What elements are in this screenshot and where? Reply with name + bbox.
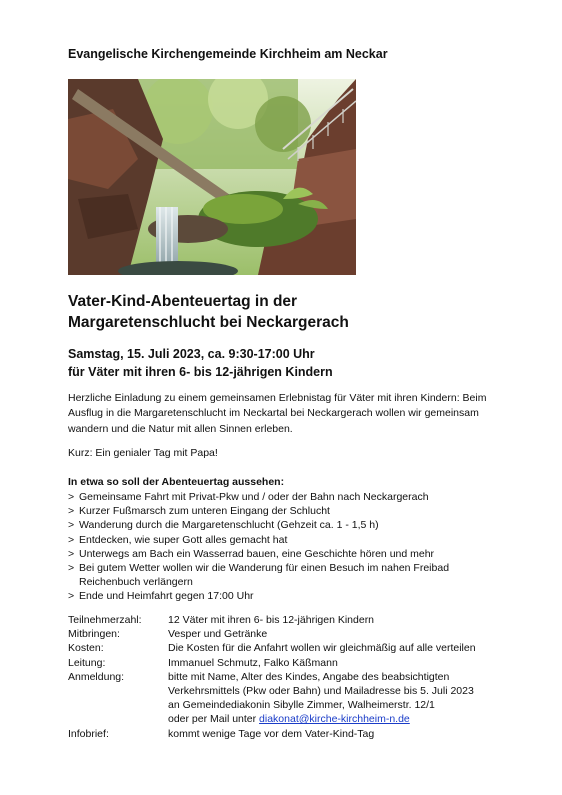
- list-marker: >: [68, 590, 75, 603]
- registration-line-2: Verkehrsmittels (Pkw oder Bahn) und Mailadresse bis 5. Juli 2023: [168, 685, 474, 698]
- list-item-text: Entdecken, wie super Gott alles gemacht hat: [79, 533, 288, 546]
- gorge-waterfall-photo: [68, 79, 356, 275]
- event-title: [68, 291, 349, 333]
- list-item: [68, 589, 498, 603]
- registration-line-4: [168, 712, 508, 726]
- detail-value: 12 Väter mit ihren 6- bis 12-jährigen Kindern: [168, 614, 375, 626]
- detail-value: [168, 670, 508, 727]
- photo-illustration: [68, 79, 356, 275]
- event-date: [68, 345, 333, 381]
- list-item-text: Bei gutem Wetter wollen wir die Wanderung für einen Besuch im nahen Freibad Reichenbuch verlängern: [79, 562, 450, 589]
- registration-email-prefix: oder per Mail unter: [168, 713, 260, 726]
- list-item: [68, 518, 498, 532]
- detail-label: Teilnehmerzahl:: [68, 614, 142, 626]
- detail-value: Vesper und Getränke: [168, 628, 268, 641]
- list-item: [68, 490, 498, 504]
- list-marker: >: [68, 533, 75, 546]
- detail-label: Infobrief:: [68, 727, 109, 740]
- list-marker: >: [68, 519, 75, 532]
- email-link[interactable]: diakonat@kirche-kirchheim-n.de: [259, 713, 410, 726]
- registration-line-1: bitte mit Name, Alter des Kindes, Angabe des beabsichtigten: [168, 670, 450, 683]
- registration-line-3: an Gemeindediakonin Sibylle Zimmer, Walheimerstr. 12/1: [168, 699, 435, 712]
- list-marker: >: [68, 547, 75, 560]
- detail-value: kommt wenige Tage vor dem Vater-Kind-Tag: [168, 727, 375, 740]
- list-item: [68, 533, 498, 547]
- event-title-line-2: Margaretenschlucht bei Neckargerach: [68, 314, 349, 331]
- list-item: [68, 547, 498, 561]
- detail-label: Mitbringen:: [68, 628, 120, 641]
- list-item-text: Ende und Heimfahrt gegen 17:00 Uhr: [79, 590, 254, 603]
- event-title-line-1: Vater-Kind-Abenteuertag in der: [68, 293, 298, 310]
- plan-list: [68, 490, 498, 604]
- list-item-text: Gemeinsame Fahrt mit Privat-Pkw und / oder der Bahn nach Neckargerach: [79, 491, 429, 503]
- detail-value: Die Kosten für die Anfahrt wollen wir gleichmäßig auf alle verteilen: [168, 642, 476, 655]
- detail-row-bring: [68, 627, 508, 641]
- detail-row-costs: [68, 641, 508, 655]
- list-item-text: Wanderung durch die Margaretenschlucht (Gehzeit ca. 1 - 1,5 h): [79, 519, 379, 532]
- list-marker: >: [68, 491, 75, 503]
- detail-row-infoletter: [68, 727, 508, 741]
- detail-row-lead: [68, 656, 508, 670]
- detail-row-registration: [68, 670, 508, 727]
- detail-label: Leitung:: [68, 656, 106, 669]
- organization-name: Evangelische Kirchengemeinde Kirchheim am Neckar: [68, 47, 388, 61]
- short-summary: Kurz: Ein genialer Tag mit Papa!: [68, 447, 218, 459]
- intro-paragraph: Herzliche Einladung zu einem gemeinsamen Erlebnistag für Väter mit ihren Kindern: Beim Ausflug in die Margaretenschlucht im Neckartal bei Neckargerach wollen wir gemeinsam wandern und die Natur mit allen Sinnen erleben.: [68, 392, 487, 435]
- event-date-line-1: Samstag, 15. Juli 2023, ca. 9:30-17:00 Uhr: [68, 347, 315, 361]
- list-marker: >: [68, 505, 75, 518]
- list-item-text: Unterwegs am Bach ein Wasserrad bauen, eine Geschichte hören und mehr: [79, 547, 435, 560]
- list-marker: >: [68, 562, 75, 575]
- detail-label: Anmeldung:: [68, 670, 125, 683]
- detail-row-participants: [68, 613, 508, 627]
- detail-label: Kosten:: [68, 642, 104, 655]
- plan-heading: In etwa so soll der Abenteuertag aussehen:: [68, 476, 285, 488]
- event-date-line-2: für Väter mit ihren 6- bis 12-jährigen Kindern: [68, 365, 333, 379]
- list-item: [68, 504, 498, 518]
- list-item: [68, 561, 498, 589]
- list-item-text: Kurzer Fußmarsch zum unteren Eingang der Schlucht: [79, 505, 330, 518]
- details-table: [68, 613, 508, 741]
- detail-value: Immanuel Schmutz, Falko Käßmann: [168, 656, 338, 669]
